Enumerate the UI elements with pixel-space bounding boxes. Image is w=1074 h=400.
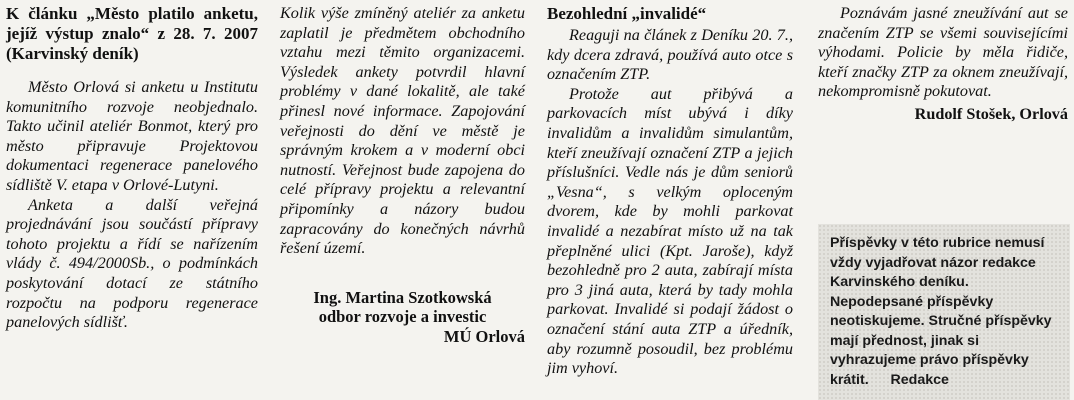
editorial-notice-box: [818, 224, 1070, 400]
column-4: [818, 4, 1068, 125]
article2-paragraph-3: Poznávám jasné zneužívání aut se značením ZTP se všemi souvisejícími výhodami. Policie by měla řidiče, kteří značky ZTP za oknem zneužívají, nekompromisně pokutovat.: [818, 4, 1068, 101]
editorial-notice-sign: Redakce: [890, 371, 949, 388]
column-3: [547, 4, 793, 378]
article2-title: Bezohlední „invalidé“: [547, 4, 707, 23]
article1-paragraph-3: Kolik výše zmíněný ateliér za anketu zaplatil je předmětem obchodního vztahu mezi těmito organizacemi. Výsledek ankety potvrdil hlavní problémy v dané lokalitě, ale také přinesl nové informace. Zapojování veřejnosti do dění ve městě je správným krokem a v moderní obci nutností. Veřejnost bude zapojena do celé přípravy projektu a relevantní připomínky a názory budou zapracovány do konečných návrhů řešení území.: [280, 4, 525, 258]
article2-paragraph-2: Protože aut přibývá a parkovacích míst ubývá i díky invalidům a invalidům simulantům, kteří zneužívají označení ZTP a jejich příslušníci. Vedle nás je dům seniorů „Vesna“, s velkým oploceným dvorem, kde by mohli parkovat invalidé a nezabírat místo už na tak přeplněné ulici (Kpt. Jaroše), když bezohledně pro 2 auta, zabírají místa pro 3 jiná auta, která by tady mohla parkovat. Invalidé si podají žádost o označení stání auta ZTP a úředník, aby rozumně posoudil, bez problému jim vyhoví.: [547, 84, 793, 378]
editorial-notice-text: Příspěvky v této rubrice nemusí vždy vyjadřovat názor redakce Karvinského deníku. Nepodepsané příspěvky neotiskujeme. Stručné příspěvky mají přednost, jinak si vyhrazujeme právo příspěvky krátit.: [830, 235, 1052, 388]
column-2: [280, 4, 525, 346]
article1-signature-name: Ing. Martina Szotkowská: [313, 287, 492, 307]
article1-signature-org: MÚ Orlová: [443, 326, 525, 346]
article2-signature: Rudolf Stošek, Orlová: [914, 104, 1068, 123]
article1-title: K článku „Město platilo anketu, jejíž výstup znalo“ z 28. 7. 2007 (Karvinský deník): [6, 4, 258, 63]
column-1: [6, 4, 258, 333]
article1-paragraph-1: Město Orlová si anketu u Institutu komunitního rozvoje neobjednalo. Takto učinil ateliér Bonmot, který pro město připravuje Projektovou dokumentaci regenerace panelového sídliště V. etapa v Orlové-Lutyni.: [6, 78, 258, 194]
article1-signature-role: odbor rozvoje a investic: [318, 307, 487, 327]
article1-paragraph-2: Anketa a další veřejná projednávání jsou součástí přípravy tohoto projektu a řídí se nařízením vlády č. 494/2000Sb., o podmínkách poskytování dotací ze státního rozpočtu na podporu regenerace panelových sídlišť.: [6, 195, 258, 332]
article2-paragraph-1: Reaguji na článek z Deníku 20. 7., kdy dcera zdravá, používá auto otce s označením ZTP.: [547, 26, 793, 84]
